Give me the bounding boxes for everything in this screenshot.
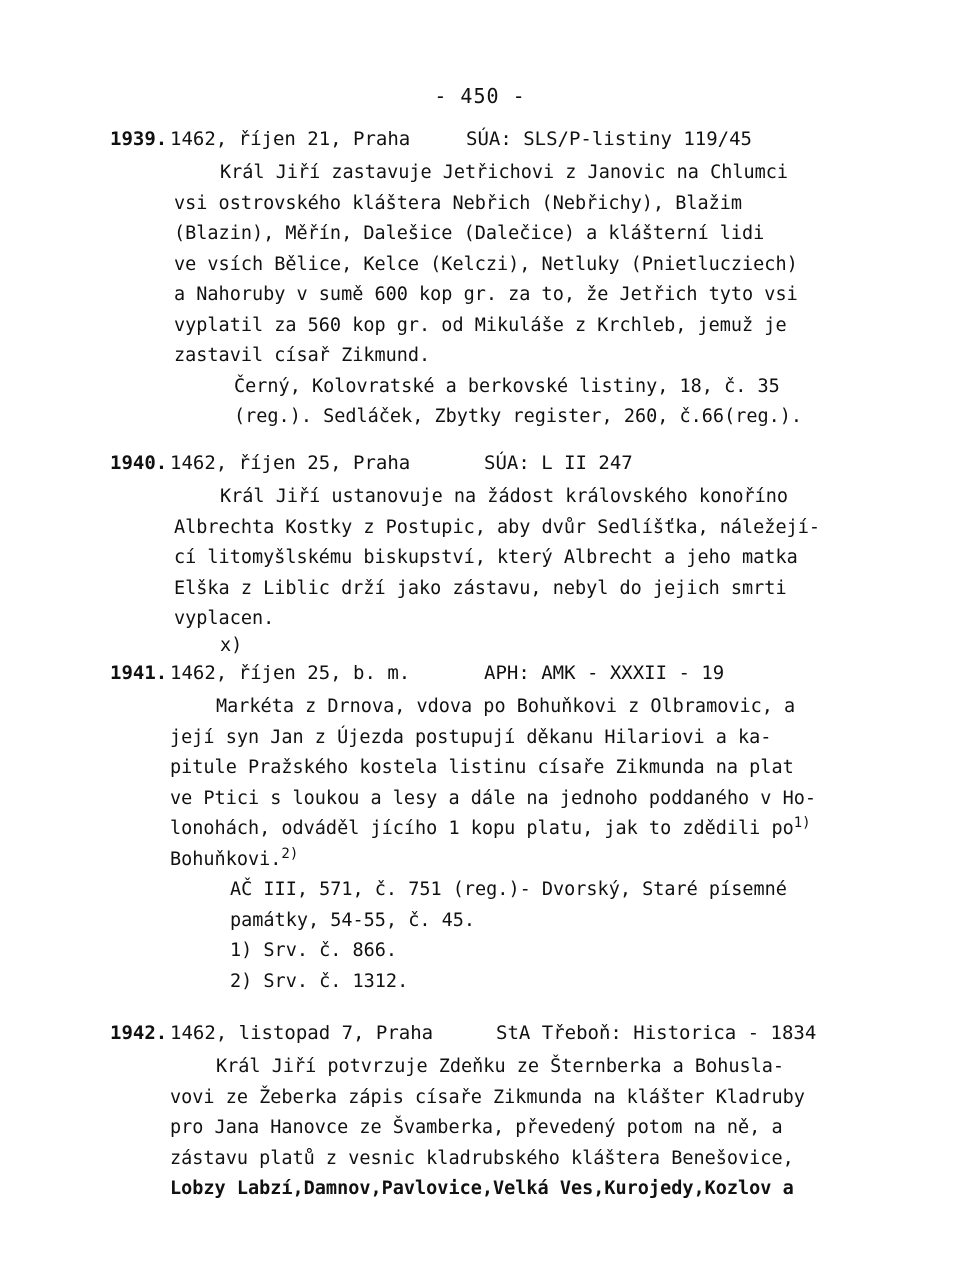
text-line [170, 845, 816, 876]
text-line-content: lonohách, odváděl jícího 1 kopu platu, jak to zdědili po [170, 818, 794, 839]
text-line: zástavu platů z vesnic kladrubského kláštera Benešovice, [170, 1147, 794, 1169]
entry-header [170, 452, 410, 474]
entry-text [174, 158, 802, 433]
entry-header [170, 128, 410, 150]
text-line: pitule Pražského kostela listinu císaře Zikmunda na plat [170, 757, 794, 778]
footnote-line: 1) Srv. č. 866. [230, 940, 398, 961]
footnote-mark: x) [220, 634, 243, 656]
entry-number: 1939. [110, 128, 168, 150]
entry-text [174, 482, 820, 657]
footnote-mark: 1) [793, 814, 811, 831]
entry-source: SÚA: SLS/P-listiny 119/45 [466, 128, 752, 150]
text-line: vyplacen. [174, 608, 275, 629]
text-line: Král Jiří ustanovuje na žádost královského konoříno [220, 486, 789, 507]
text-line: vyplatil za 560 kop gr. od Mikuláše z Krchleb, jemuž je [174, 314, 787, 336]
entry-header [170, 662, 410, 684]
entry-source: StA Třeboň: Historica - 1834 [496, 1022, 817, 1044]
entry-date: 1462, říjen 25, Praha [170, 452, 411, 474]
entry-text [170, 692, 816, 997]
text-line: Albrechta Kostky z Postupic, aby dvůr Sedlíšťka, náležejí- [174, 516, 821, 538]
entry-number: 1942. [110, 1022, 168, 1044]
text-line: Lobzy Labzí,Damnov,Pavlovice,Velká Ves,Kurojedy,Kozlov a [170, 1178, 794, 1199]
reference-line: Černý, Kolovratské a berkovské listiny, 18, č. 35 [234, 375, 780, 397]
entry-source: SÚA: L II 247 [484, 452, 633, 474]
text-line: Král Jiří potvrzuje Zdeňku ze Šternberka a Bohusla- [216, 1056, 785, 1077]
text-line: ve vsích Bělice, Kelce (Kelczi), Netluky (Pnietlucziech) [174, 253, 798, 275]
text-line: její syn Jan z Újezda postupují děkanu Hilariovi a ka- [170, 726, 772, 748]
reference-line: památky, 54-55, č. 45. [230, 909, 476, 931]
text-line: vovi ze Žeberka zápis císaře Zikmunda na klášter Kladruby [170, 1086, 805, 1108]
page-number: - 450 - [434, 84, 526, 108]
footnote-line: 2) Srv. č. 1312. [230, 970, 409, 992]
entry-date: 1462, říjen 21, Praha [170, 128, 411, 150]
text-line: cí litomyšlskému biskupství, který Albrecht a jeho matka [174, 547, 798, 568]
text-line: Markéta z Drnova, vdova po Bohuňkovi z Olbramovic, a [216, 696, 796, 717]
entry-date: 1462, listopad 7, Praha [170, 1022, 434, 1044]
reference-line: (reg.). Sedláček, Zbytky register, 260, č.66(reg.). [234, 406, 803, 427]
entry-header [170, 1022, 433, 1044]
text-line: zastavil císař Zikmund. [174, 345, 431, 366]
entry-number: 1940. [110, 452, 168, 474]
entry-source: APH: AMK - XXXII - 19 [484, 662, 725, 684]
reference-line: AČ III, 571, č. 751 (reg.)- Dvorský, Staré písemné [230, 879, 787, 900]
entry-number: 1941. [110, 662, 168, 684]
text-line: ve Ptici s loukou a lesy a dále na jednoho poddaného v Ho- [170, 787, 817, 809]
footnote-mark: 2) [281, 845, 299, 862]
entry-date: 1462, říjen 25, b. m. [170, 662, 411, 684]
text-line: Král Jiří zastavuje Jetřichovi z Janovic na Chlumci [220, 162, 789, 183]
text-line: (Blazin), Měřín, Dalešice (Dalečice) a klášterní lidi [174, 223, 765, 244]
text-line: vsi ostrovského kláštera Nebřich (Nebřichy), Blažim [174, 192, 743, 214]
text-line: pro Jana Hanovce ze Švamberka, převedený potom na ně, a [170, 1117, 783, 1138]
entry-text [170, 1052, 805, 1205]
text-line [170, 814, 816, 845]
text-line-content: Bohuňkovi. [170, 848, 282, 870]
text-line: a Nahoruby v sumě 600 kop gr. za to, že Jetřich tyto vsi [174, 284, 798, 305]
text-line: Elška z Liblic drží jako zástavu, nebyl do jejich smrti [174, 577, 787, 599]
